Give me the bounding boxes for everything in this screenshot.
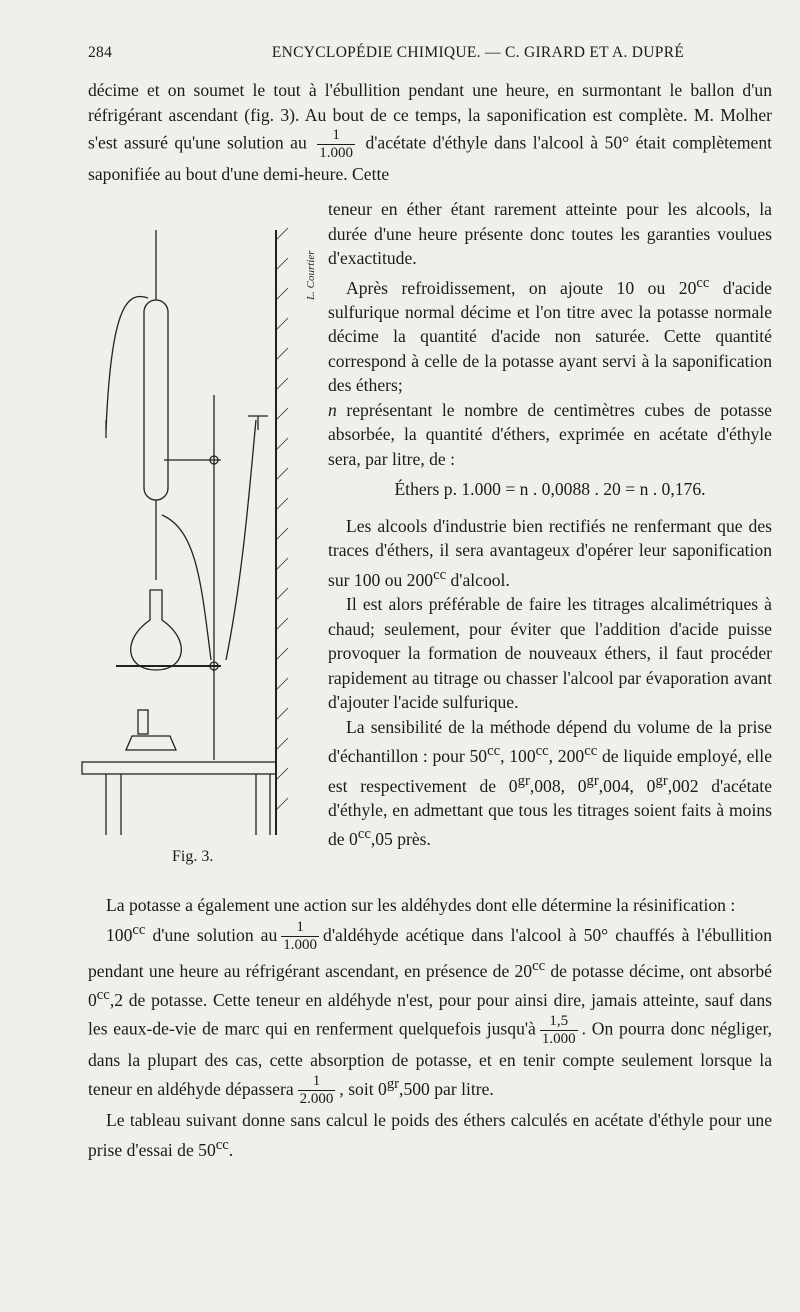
- text-run: ,002 d'acétate d'éthyle, en admettant que tous les titrages soient faits à moins de 0: [328, 775, 773, 850]
- text-run: La sensibilité de la méthode dépend du volume de la prise d'échantillon : pour 50: [328, 716, 772, 767]
- bottom-paragraph-2: [88, 918, 772, 1109]
- running-header: [88, 44, 772, 66]
- fraction: [281, 919, 319, 954]
- top-paragraph: [88, 78, 772, 187]
- top-text-a: décime et on soumet le tout à l'ébullition pendant une heure, en surmontant le ballon d'un réfrigérant ascendant (fig. 3). Au bout de ce temps, la saponification est complète. M. Molher s'est assuré qu'une solution au: [88, 80, 772, 153]
- text-run: de potasse décime, ont absorbé 0: [88, 960, 772, 1011]
- column-paragraph-1: teneur en éther étant rarement atteinte pour les alcools, la durée d'une heure présente donc toutes les garanties voulues d'exactitude.: [328, 199, 772, 268]
- text-run: .: [228, 1139, 234, 1160]
- text-run: d'aldéhyde acétique dans l'alcool à 50° chauffés à l'ébullition pendant une heure au réfrigérant ascendant, en présence de 20: [88, 924, 772, 981]
- text-run: représentant le nombre de centimètres cubes de potasse absorbée, la quantité d'éthers, exprimée en acétate d'éthyle sera, par litre, de :: [328, 399, 772, 469]
- text-run: . On pourra donc négliger, dans la plupart des cas, cette absorption de potasse, et en tenir compte seulement lorsque la teneur en aldéhyde dépassera: [88, 1018, 772, 1099]
- text-run: Après refroidissement, on ajoute 10 ou 20: [346, 277, 697, 298]
- fraction-denominator: 1.000: [319, 145, 353, 161]
- fraction-numerator: 1: [312, 1073, 321, 1090]
- superscript: cc: [584, 743, 598, 760]
- fraction-numerator: 1: [296, 918, 304, 935]
- bottom-paragraph-3: [88, 1108, 772, 1162]
- superscript: cc: [535, 743, 549, 760]
- equation: Éthers p. 1.000 = n . 0,0088 . 20 = n . 0,176.: [394, 479, 706, 500]
- superscript: gr: [586, 772, 599, 789]
- text-run: , 100: [500, 746, 536, 767]
- text-run: ,05 près.: [370, 829, 431, 850]
- fraction: [540, 1013, 578, 1048]
- fraction-denominator: 1.000: [541, 1030, 576, 1047]
- superscript: cc: [215, 1136, 229, 1153]
- superscript: gr: [655, 772, 668, 789]
- text-run: d'une solution au: [145, 924, 278, 945]
- text-run: Les alcools d'industrie bien rectifiés ne renfermant que des traces d'éthers, il sera avantageux d'opérer leur saponification sur 100 ou 200: [328, 515, 772, 590]
- superscript: cc: [487, 743, 501, 760]
- superscript: cc: [96, 987, 110, 1004]
- bottom-section: [88, 893, 772, 1162]
- bottom-paragraph-1: La potasse a également une action sur les aldéhydes dont elle détermine la résinification :: [106, 895, 736, 915]
- text-run: , soit 0: [339, 1078, 387, 1099]
- superscript: cc: [132, 921, 146, 938]
- text-run: d'alcool.: [446, 569, 510, 590]
- superscript: cc: [696, 274, 710, 291]
- right-column: [328, 197, 772, 852]
- text-run: ,500 par litre.: [399, 1078, 494, 1099]
- fraction-denominator: 2.000: [299, 1091, 334, 1108]
- superscript: gr: [386, 1076, 400, 1093]
- text-run: ,008, 0: [529, 775, 587, 796]
- variable-n: n: [328, 399, 337, 420]
- text-run: 100: [106, 924, 133, 945]
- page-number: 284: [88, 44, 113, 61]
- fraction: [317, 127, 355, 162]
- superscript: cc: [357, 826, 371, 843]
- column-paragraph-4: Il est alors préférable de faire les titrages alcalimétriques à chaud; seulement, pour éviter que l'addition d'acide puisse provoquer la formation de nouveaux éthers, il faut procéder rapidement au titrage ou chasser l'alcool par évaporation avant d'ajouter l'acide sulfurique.: [328, 594, 772, 713]
- text-run: ,004, 0: [598, 775, 656, 796]
- column-paragraph-2: [328, 271, 772, 472]
- fraction-numerator: 1: [332, 127, 340, 143]
- top-text-b: d'acétate d'éthyle dans l'alcool à 50° était complètement saponifiée au bout d'une demi-heure. Cette: [88, 132, 772, 184]
- figure-reflux-apparatus: [76, 220, 317, 860]
- column-paragraph-3: [328, 514, 772, 592]
- figure-caption: Fig. 3.: [172, 848, 214, 865]
- text-run: , 200: [548, 746, 585, 767]
- superscript: gr: [517, 772, 530, 789]
- running-title: ENCYCLOPÉDIE CHIMIQUE. — C. GIRARD ET A. DUPRÉ: [271, 44, 685, 61]
- text-run: ,2 de potasse. Cette teneur en aldéhyde n'est, pour pour ainsi dire, jamais atteinte, sauf dans les eaux-de-vie de marc qui en renferment quelquefois jusqu'à: [88, 990, 772, 1039]
- text-run: Le tableau suivant donne sans calcul le poids des éthers calculés en acétate d'éthyle pour une prise d'essai de 50: [88, 1110, 772, 1160]
- column-paragraph-5: [328, 715, 772, 852]
- text-run: de liquide employé, elle est respectivement de 0: [328, 746, 773, 796]
- figure-signature: L. Courtier: [305, 250, 317, 300]
- fraction: [298, 1073, 336, 1108]
- fraction-denominator: 1.000: [283, 936, 318, 953]
- superscript: cc: [532, 957, 546, 974]
- text-run: d'acide sulfurique normal décime et l'on titre avec la potasse normale décime la quantité d'acide non saturée. Cette quantité correspond à celle de la potasse ayant servi à la saponification des éthers;: [328, 277, 772, 396]
- fraction-numerator: 1,5: [549, 1012, 569, 1029]
- wall-hatching: [276, 228, 288, 810]
- superscript: cc: [433, 566, 447, 583]
